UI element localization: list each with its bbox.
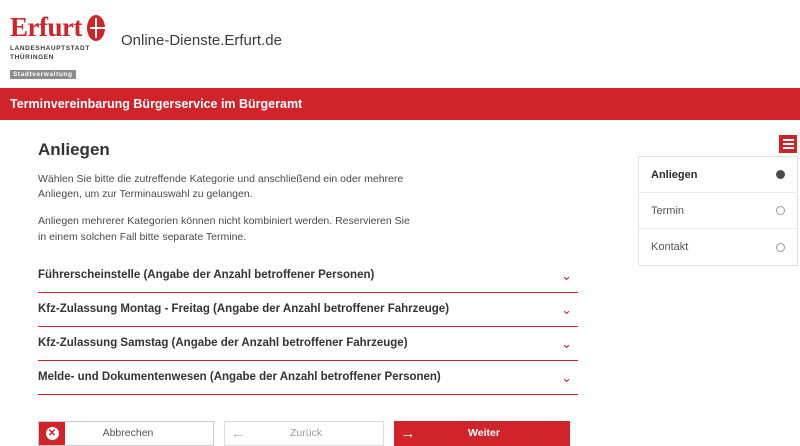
accordion-item-melde-dokumentenwesen[interactable] bbox=[38, 361, 578, 395]
logo-subtitle-line2: THÜRINGEN bbox=[10, 54, 55, 62]
accordion-item-fuehrerscheinstelle[interactable] bbox=[38, 259, 578, 293]
close-icon: ✕ bbox=[46, 427, 59, 440]
category-accordion bbox=[38, 259, 578, 395]
cancel-button[interactable] bbox=[38, 421, 214, 446]
step-label: Kontakt bbox=[651, 241, 689, 253]
step-item-kontakt[interactable] bbox=[639, 229, 797, 265]
step-radio-icon bbox=[776, 170, 785, 179]
cancel-icon bbox=[39, 422, 65, 445]
grip-line bbox=[783, 139, 794, 141]
next-button[interactable] bbox=[394, 421, 570, 446]
intro-paragraph-1: Wählen Sie bitte die zutreffende Kategorie und anschließend ein oder mehrere Anliegen, um zur Terminauswahl zu gelangen. bbox=[38, 173, 404, 201]
step-radio-icon bbox=[776, 206, 785, 215]
chevron-down-icon: ⌄ bbox=[561, 301, 572, 317]
step-item-anliegen[interactable] bbox=[639, 157, 797, 193]
erfurt-wheel-icon bbox=[87, 15, 105, 41]
page-title: Anliegen bbox=[38, 140, 110, 159]
logo-wordmark: Erfurt bbox=[10, 12, 82, 42]
step-label: Termin bbox=[651, 204, 685, 217]
chevron-down-icon: ⌄ bbox=[561, 267, 572, 283]
accordion-label: Kfz-Zulassung Samstag (Angabe der Anzahl betroffener Fahrzeuge) bbox=[38, 337, 408, 350]
grip-line bbox=[783, 143, 794, 145]
logo-admin-badge: Stadtverwaltung bbox=[10, 70, 76, 79]
logo-subtitle-line1: LANDESHAUPTSTADT bbox=[10, 45, 90, 52]
cancel-button-label: Abbrechen bbox=[102, 427, 154, 440]
main-content bbox=[0, 134, 600, 446]
step-radio-icon bbox=[776, 243, 785, 252]
accordion-label: Kfz-Zulassung Montag - Freitag (Angabe der Anzahl betroffener Fahrzeuge) bbox=[38, 303, 450, 316]
back-button-label: Zurück bbox=[289, 427, 323, 440]
back-button[interactable] bbox=[224, 421, 384, 446]
page-body bbox=[0, 120, 800, 446]
site-title: Online-Dienste.Erfurt.de bbox=[121, 32, 282, 49]
form-button-bar bbox=[38, 421, 600, 446]
accordion-item-kfz-zulassung-samstag[interactable] bbox=[38, 327, 578, 361]
accordion-item-kfz-zulassung-mo-fr[interactable] bbox=[38, 293, 578, 327]
drag-handle-icon[interactable] bbox=[779, 135, 797, 153]
titlebar-text: Terminvereinbarung Bürgerservice im Bürgeramt bbox=[10, 97, 303, 111]
page-header bbox=[0, 0, 800, 88]
intro-paragraph-2: Anliegen mehrerer Kategorien können nicht kombiniert werden. Reservieren Sie in einem solchen Fall bitte separate Termine. bbox=[38, 215, 410, 243]
step-label: Anliegen bbox=[651, 168, 698, 181]
chevron-down-icon: ⌄ bbox=[561, 335, 572, 351]
accordion-label: Führerscheinstelle (Angabe der Anzahl betroffener Personen) bbox=[38, 269, 375, 282]
page-titlebar bbox=[0, 88, 800, 120]
arrow-right-icon: → bbox=[400, 424, 416, 442]
logo-subtitle bbox=[10, 44, 105, 63]
grip-line bbox=[783, 147, 794, 149]
erfurt-logo[interactable] bbox=[0, 0, 105, 81]
logo-row bbox=[10, 14, 105, 41]
arrow-left-icon: ← bbox=[230, 424, 246, 442]
step-navigation bbox=[638, 156, 798, 266]
chevron-down-icon: ⌄ bbox=[561, 369, 572, 385]
next-button-label: Weiter bbox=[468, 427, 500, 440]
accordion-label: Melde- und Dokumentenwesen (Angabe der Anzahl betroffener Personen) bbox=[38, 371, 441, 384]
step-item-termin[interactable] bbox=[639, 193, 797, 229]
